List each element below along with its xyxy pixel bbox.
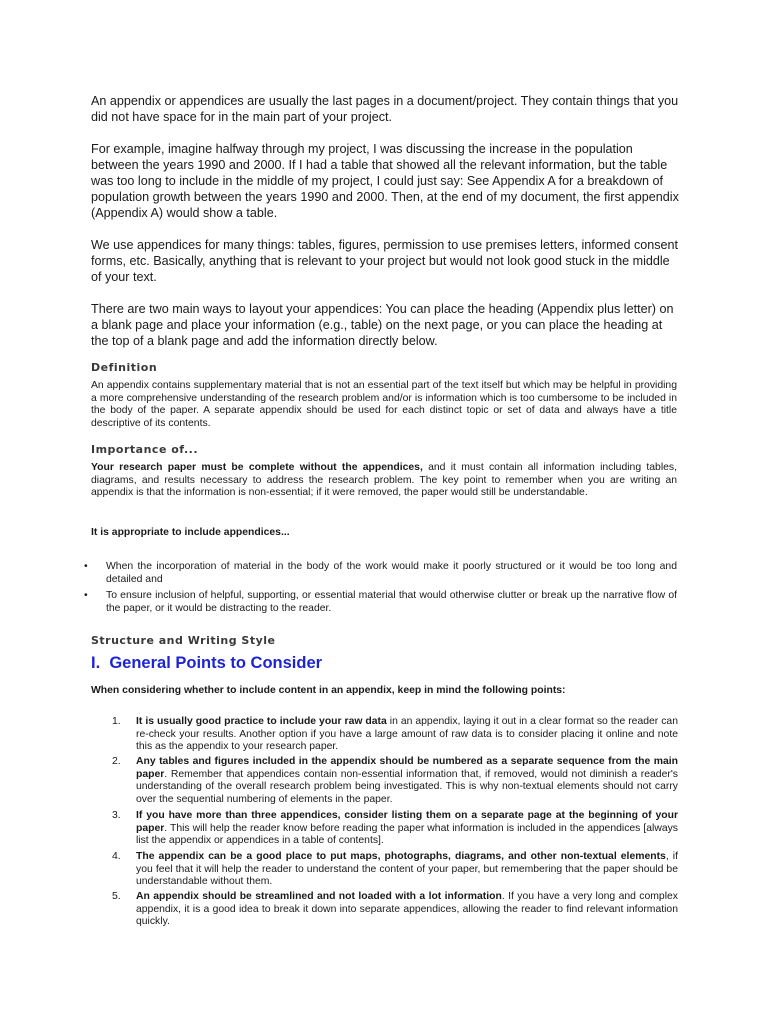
point-bold: Any tables and figures included in the appendix should be numbered as a separate sequence from the main paper <box>136 756 678 780</box>
list-item <box>84 561 677 586</box>
section-title: I. General Points to Consider <box>91 654 323 672</box>
list-item <box>112 810 678 848</box>
list-item <box>112 756 678 806</box>
bullet-icon: • <box>84 561 88 572</box>
point-rest: in an appendix, laying it out in a clear format so the reader can re-check your results. Another option if you have a large amount of raw data is to consider placing it online and note this as the appendix to your research paper. <box>136 716 678 753</box>
appropriate-statement: It is appropriate to include appendices... <box>91 527 290 538</box>
importance-heading: Importance of... <box>91 443 199 456</box>
point-rest: . If you have a very long and complex appendix, it is a good idea to break it down into separate appendices, allowing the reader to find relevant information quickly. <box>136 891 678 928</box>
point-number: 1. <box>112 716 121 727</box>
points-intro: When considering whether to include content in an appendix, keep in mind the following points: <box>91 685 566 696</box>
point-number: 4. <box>112 851 121 862</box>
point-text <box>136 716 678 754</box>
point-text <box>136 810 678 848</box>
structure-heading: Structure and Writing Style <box>91 634 276 647</box>
importance-lead-rest: and it must contain all information including tables, diagrams, and results necessary to address the research problem. The key point to remember when you are writing an appendix is that the information is non-essential; if it were removed, the paper would still be understandable. <box>91 462 677 499</box>
point-number: 5. <box>112 891 121 902</box>
list-item <box>112 851 678 889</box>
point-text <box>136 756 678 806</box>
list-item <box>84 590 677 615</box>
list-item <box>112 716 678 754</box>
bullet-text: To ensure inclusion of helpful, supporting, or essential material that would otherwise clutter or break up the narrative flow of the paper, or it would be distracting to the reader. <box>106 590 677 614</box>
point-rest: , if you feel that it will help the reader to understand the content of your paper, but remembering that the paper should be understandable without them. <box>136 851 678 888</box>
point-text <box>136 891 678 929</box>
point-bold: The appendix can be a good place to put maps, photographs, diagrams, and other non-textual elements <box>136 851 666 862</box>
intro-paragraph-2: For example, imagine halfway through my project, I was discussing the increase in the population between the years 1990 and 2000. If I had a table that showed all the relevant information, but the table was too long to include in the middle of my project, I could just say: See Appendix A for a breakdown of population growth between the years 1990 and 2000. Then, at the end of my document, the first appendix (Appendix A) would show a table. <box>91 142 679 220</box>
definition-heading: Definition <box>91 361 158 374</box>
point-bold: An appendix should be streamlined and not loaded with a lot information <box>136 891 502 902</box>
point-number: 2. <box>112 756 121 767</box>
bullet-text: When the incorporation of material in the body of the work would make it poorly structured or it would be too long and detailed and <box>106 561 677 585</box>
point-bold: If you have more than three appendices, consider listing them on a separate page at the beginning of your paper <box>136 810 678 834</box>
definition-text: An appendix contains supplementary material that is not an essential part of the text itself but which may be helpful in providing a more comprehensive understanding of the research problem and/or is information which is too cumbersome to be included in the body of the paper. A separate appendix should be used for each distinct topic or set of data and always have a title descriptive of its contents. <box>91 380 677 429</box>
intro-paragraph-1: An appendix or appendices are usually the last pages in a document/project. They contain things that you did not have space for in the main part of your project. <box>91 94 679 124</box>
point-rest: . Remember that appendices contain non-essential information that, if removed, would not diminish a reader's understanding of the overall research problem being investigated. This is why non-textual elements should not carry over the sequential numbering of elements in the paper. <box>136 768 678 805</box>
intro-paragraph-4: There are two main ways to layout your appendices: You can place the heading (Appendix plus letter) on a blank page and place your information (e.g., table) on the next page, or you can place the heading at the top of a blank page and add the information directly below. <box>91 302 674 348</box>
point-text <box>136 851 678 889</box>
point-bold: It is usually good practice to include your raw data <box>136 716 387 727</box>
importance-lead-bold: Your research paper must be complete without the appendices, <box>91 462 423 473</box>
list-item <box>112 891 678 929</box>
point-number: 3. <box>112 810 121 821</box>
bullet-icon: • <box>84 590 88 601</box>
intro-paragraph-3: We use appendices for many things: tables, figures, permission to use premises letters, informed consent forms, etc. Basically, anything that is relevant to your project but would not look good stuck in the middle of your text. <box>91 238 679 284</box>
importance-text <box>91 462 677 500</box>
point-rest: . This will help the reader know before reading the paper what information is included in the appendices [always list the appendix or appendices in a table of contents]. <box>136 822 678 847</box>
